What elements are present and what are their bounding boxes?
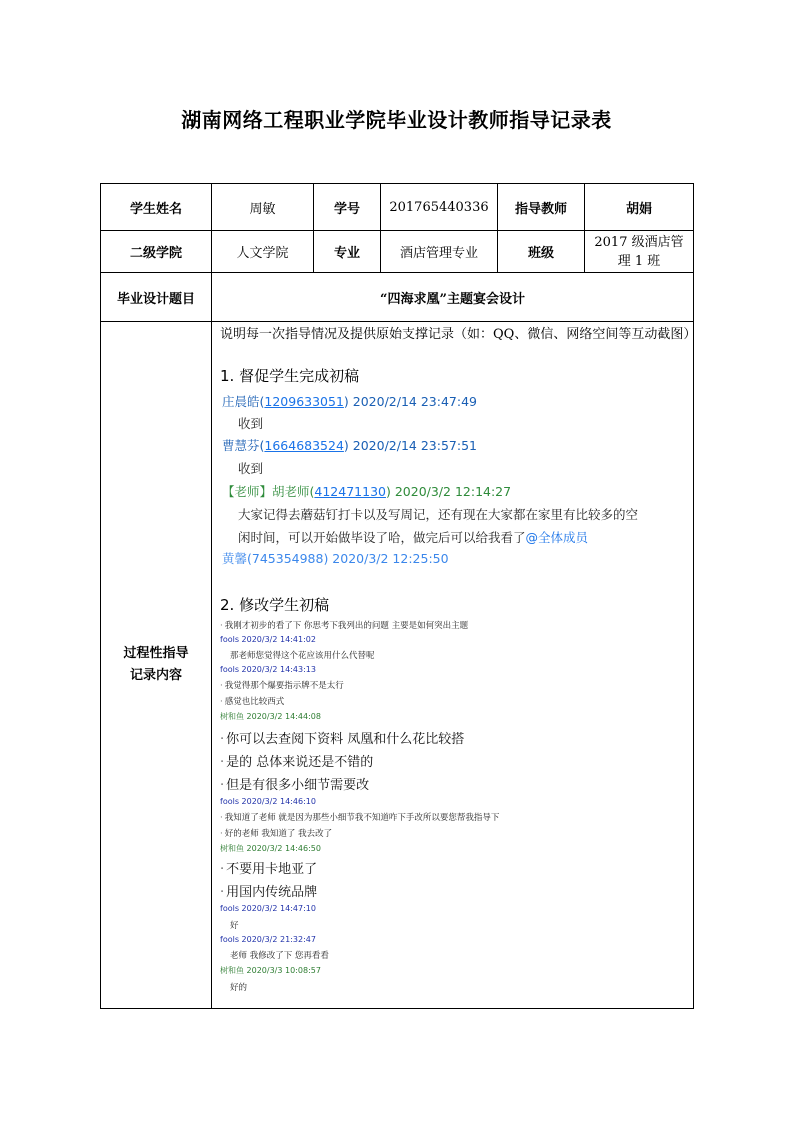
chat-line: · 我知道了老师 就是因为那些小细节我不知道咋下手改所以要您帮我指导下 [220, 813, 500, 823]
teacher-role-badge: 【老师】 [222, 484, 273, 499]
major-label: 专业 [314, 231, 381, 273]
chat-screenshot-1 [218, 388, 676, 566]
table-row [101, 184, 694, 231]
chat-line: · 你可以去查阅下资料 凤凰和什么花比较搭 [220, 732, 465, 747]
chat-message-text: 闲时间，可以开始做毕设了哈，做完后可以给我看了@全体成员 [238, 530, 589, 545]
section-1-title: 1. 督促学生完成初稿 [220, 367, 360, 385]
record-content-cell [212, 322, 697, 1009]
chat-line: 好 [230, 921, 239, 931]
section-2-title: 2. 修改学生初稿 [220, 596, 330, 614]
class-value: 2017 级酒店管理 1 班 [585, 231, 694, 273]
chat-message-text: 收到 [238, 461, 264, 476]
chat-line-header: fools 2020/3/2 14:47:10 [220, 904, 316, 913]
chat-line: · 我觉得那个爆要指示牌不是太行 [220, 681, 344, 691]
chat-line: 好的 [230, 983, 248, 993]
college-label: 二级学院 [101, 231, 212, 273]
mention-all-link[interactable]: @全体成员 [525, 530, 589, 545]
chat-line: · 感觉也比较西式 [220, 697, 285, 707]
chat-line: · 不要用卡地亚了 [220, 862, 318, 877]
chat-message-header-partial: 黄馨(745354988) 2020/3/2 12:25:50 [222, 551, 449, 566]
guidance-record-table [100, 183, 697, 1009]
record-content-label [101, 322, 212, 1009]
chat-message-header: 【老师】胡老师(412471130) 2020/3/2 12:14:27 [222, 484, 512, 499]
chat-message-header: 曹慧芬(1664683524) 2020/2/14 23:57:51 [222, 438, 477, 453]
chat-message-text: 收到 [238, 416, 264, 431]
student-id-label: 学号 [314, 184, 381, 231]
student-id-value: 201765440336 [381, 184, 498, 231]
chat-line-header: 树和鱼 2020/3/2 14:44:08 [220, 712, 321, 721]
student-name-label: 学生姓名 [101, 184, 212, 231]
college-value: 人文学院 [212, 231, 314, 273]
user-id-link[interactable]: 1209633051 [264, 394, 344, 409]
topic-value: “四海求凰”主题宴会设计 [212, 273, 694, 322]
chat-line: · 我刚才初步的看了下 你思考下我列出的问题 主要是如何突出主题 [220, 621, 469, 631]
chat-line-header: fools 2020/3/2 14:41:02 [220, 635, 316, 644]
chat-line-header: fools 2020/3/2 21:32:47 [220, 935, 316, 944]
advisor-value: 胡娟 [585, 184, 694, 231]
student-name-value: 周敏 [212, 184, 314, 231]
table-row [101, 231, 694, 273]
chat-message-text: 大家记得去蘑菇钉打卡以及写周记，还有现在大家都在家里有比较多的空 [238, 507, 639, 522]
chat-line-header: fools 2020/3/2 14:46:10 [220, 797, 316, 806]
user-id-link[interactable]: 412471130 [314, 484, 386, 499]
chat-line: 老师 我修改了下 您再看看 [230, 951, 329, 961]
chat-message-header: 庄晨皓(1209633051) 2020/2/14 23:47:49 [222, 394, 477, 409]
advisor-label: 指导教师 [498, 184, 585, 231]
major-value: 酒店管理专业 [381, 231, 498, 273]
chat-line-header: fools 2020/3/2 14:43:13 [220, 665, 316, 674]
table-row [101, 322, 694, 1009]
chat-line-header: 树和鱼 2020/3/3 10:08:57 [220, 966, 321, 975]
chat-line: · 用国内传统品牌 [220, 885, 318, 900]
record-description: 说明每一次指导情况及提供原始支撑记录（如：QQ、微信、网络空间等互动截图） [220, 327, 697, 342]
chat-line: · 是的 总体来说还是不错的 [220, 755, 374, 770]
chat-line: · 好的老师 我知道了 我去改了 [220, 829, 333, 839]
user-id-link[interactable]: 1664683524 [264, 438, 344, 453]
chat-line: · 但是有很多小细节需要改 [220, 778, 370, 793]
table-row [101, 273, 694, 322]
chat-line: 那老师您觉得这个花应该用什么代替呢 [230, 651, 375, 661]
class-label: 班级 [498, 231, 585, 273]
topic-label: 毕业设计题目 [101, 273, 212, 322]
chat-line-header: 树和鱼 2020/3/2 14:46:50 [220, 844, 321, 853]
document-title: 湖南网络工程职业学院毕业设计教师指导记录表 [181, 108, 612, 132]
record-content-label-text: 过程性指导记录内容 [123, 646, 189, 683]
